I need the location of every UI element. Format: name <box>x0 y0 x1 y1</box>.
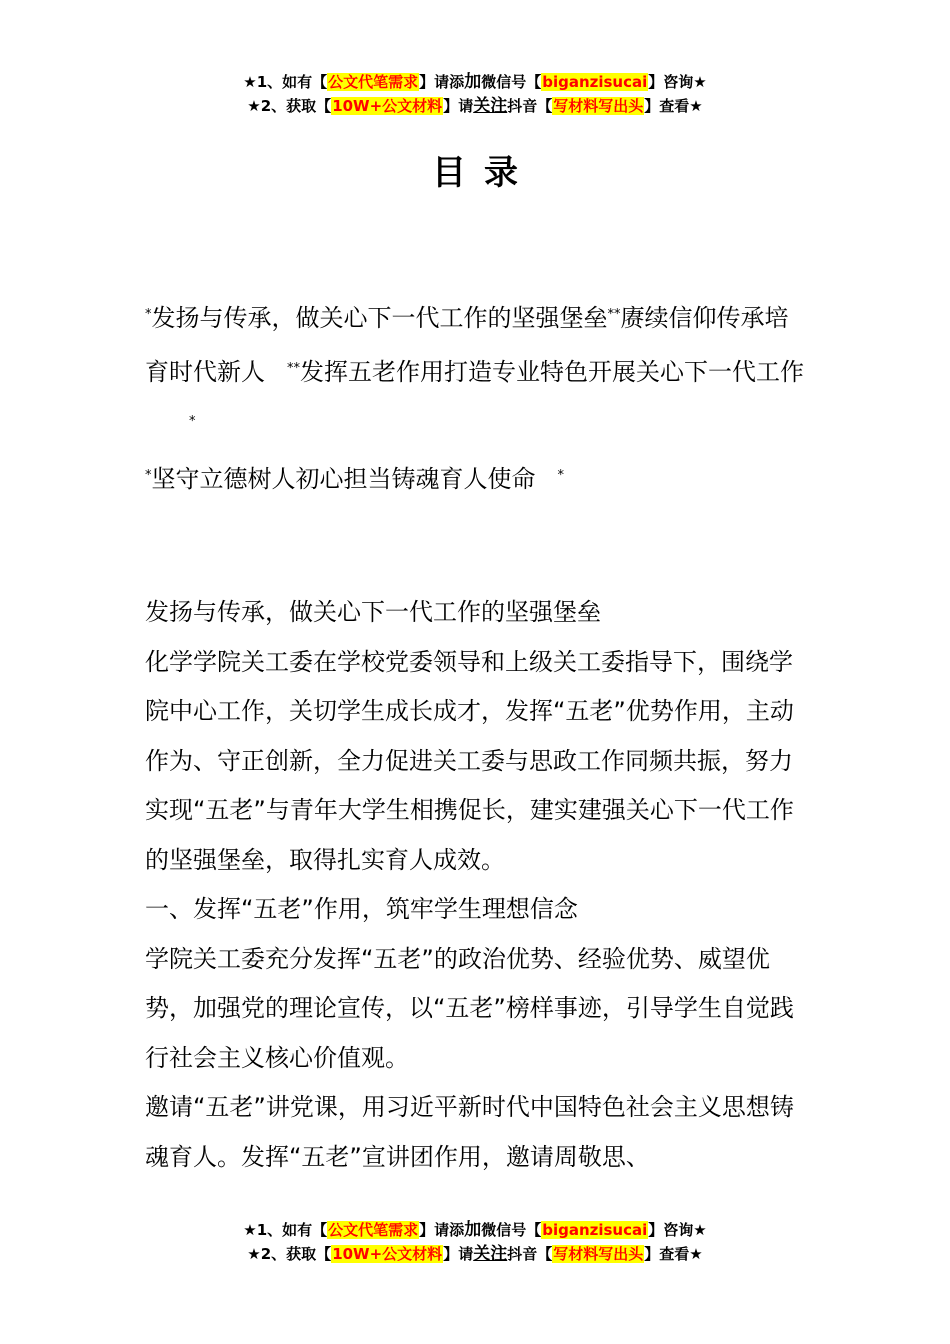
toc-star: * <box>557 467 564 483</box>
toc-item[interactable]: 发扬与传承，做关心下一代工作的坚强堡垒 <box>151 304 608 332</box>
highlight-text: 公文代笔需求 <box>328 73 419 91</box>
table-of-contents <box>145 290 810 504</box>
toc-star: * <box>145 467 152 483</box>
toc-star: * <box>287 360 294 376</box>
toc-item[interactable]: 发挥五老作用打造专业特色开展关心下一代工作 <box>300 357 804 386</box>
banner-line-2 <box>0 1242 950 1266</box>
wechat-id: biganzisucai <box>542 73 648 91</box>
paragraph: 邀请“五老”讲党课，用习近平新时代中国特色社会主义思想铸魂育人。发挥“五老”宣讲团作用，邀请周敬思、 <box>145 1093 794 1171</box>
banner-text: 】查看★ <box>644 1245 703 1263</box>
toc-block-2 <box>145 451 810 505</box>
banner-text: ★1、如有【 <box>243 73 328 91</box>
banner-text: 抖音【 <box>507 1245 553 1263</box>
banner-text: 抖音【 <box>507 97 553 115</box>
highlight-text: 10W+公文材料 <box>332 97 443 115</box>
highlight-text: 10W+公文材料 <box>332 1245 443 1263</box>
banner-text: 】查看★ <box>644 97 703 115</box>
banner-line-1 <box>0 70 950 94</box>
banner-text: 】请添 <box>419 1221 465 1239</box>
toc-item[interactable]: 坚守立德树人初心担当铸魂育人使命 <box>151 464 536 493</box>
banner-text: 微信号【 <box>481 73 542 91</box>
toc-star: * <box>189 414 196 429</box>
banner-text: ★2、获取【 <box>247 1245 332 1263</box>
banner-text: 】咨询★ <box>648 1221 707 1239</box>
wechat-id: biganzisucai <box>542 1221 648 1239</box>
douyin-account: 写材料写出头 <box>553 97 644 115</box>
banner-text: 关注 <box>473 96 508 116</box>
document-body <box>145 588 810 1182</box>
toc-star: * <box>607 307 614 322</box>
banner-text: ★1、如有【 <box>243 1221 328 1239</box>
toc-star: * <box>614 307 621 322</box>
banner-text: 关注 <box>473 1244 508 1264</box>
douyin-account: 写材料写出头 <box>553 1245 644 1263</box>
banner-line-1 <box>0 1218 950 1242</box>
header-banner <box>0 70 950 118</box>
toc-item[interactable]: 赓续信仰传承培育时代新人 <box>145 304 789 386</box>
banner-line-2 <box>0 94 950 118</box>
paragraph: 学院关工委充分发挥“五老”的政治优势、经验优势、威望优势，加强党的理论宣传，以“五老”榜样事迹，引导学生自觉践行社会主义核心价值观。 <box>145 944 794 1072</box>
subsection-heading: 一、发挥“五老”作用，筑牢学生理想信念 <box>145 895 578 923</box>
banner-text: 】请添 <box>419 73 465 91</box>
paragraph: 化学学院关工委在学校党委领导和上级关工委指导下，围绕学院中心工作，关切学生成长成才，发挥“五老”优势作用，主动作为、守正创新，全力促进关工委与思政工作同频共振，努力实现“五老”与青年大学生相携促长，建实建强关心下一代工作的坚强堡垒，取得扎实育人成效。 <box>145 647 794 874</box>
banner-text: 加 <box>464 1220 482 1240</box>
toc-block-1 <box>145 290 810 451</box>
highlight-text: 公文代笔需求 <box>328 1221 419 1239</box>
section-heading: 发扬与传承，做关心下一代工作的坚强堡垒 <box>145 598 601 626</box>
banner-text: ★2、获取【 <box>247 97 332 115</box>
banner-text: 加 <box>464 72 482 92</box>
page-title: 目录 <box>432 153 536 193</box>
banner-text: 】请 <box>443 97 474 115</box>
toc-star: * <box>145 307 152 322</box>
footer-banner <box>0 1218 950 1266</box>
toc-star: * <box>293 360 300 376</box>
banner-text: 】请 <box>443 1245 474 1263</box>
banner-text: 微信号【 <box>481 1221 542 1239</box>
banner-text: 】咨询★ <box>648 73 707 91</box>
